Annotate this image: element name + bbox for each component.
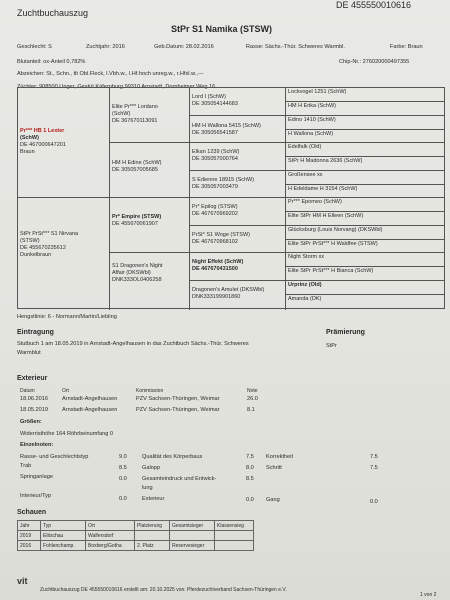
ancestor-cell: Edelfalk (Old) bbox=[286, 143, 444, 157]
table-row: 2016 Fohlenchamp. Boxberg/Gotha 2. Platz Reservesieger bbox=[18, 541, 254, 551]
ancestor-cell: HM H Erika (SchW) bbox=[286, 102, 444, 116]
score-label: lung bbox=[142, 485, 153, 491]
exam-note: 26.0 bbox=[247, 396, 258, 402]
score-label: Gesamteindruck und Entwick- bbox=[142, 476, 217, 482]
ancestor-cell: Glücksburg (Louis Norvang) (DKSWbl) bbox=[286, 226, 444, 240]
score-label: Schritt bbox=[266, 465, 282, 471]
great-grandparent-cell: S Edienne 18915 (SchW) DE 305057003479 bbox=[190, 171, 286, 198]
score-label: Galopp bbox=[142, 465, 161, 471]
score-label: Korrektheit bbox=[266, 454, 294, 460]
sizes: Widerristhöhe 164 Röhrbeinumfang 0 bbox=[20, 431, 113, 437]
chip-number: Chip-Nr.: 276020000497355 bbox=[339, 59, 410, 65]
table-header: Jahr bbox=[18, 521, 41, 531]
breeding-year: Zuchtjahr: 2016 bbox=[86, 44, 125, 50]
score-value: 0.0 bbox=[119, 496, 127, 502]
score-label: Qualität des Körperbaus bbox=[142, 454, 203, 460]
score-label: Trab bbox=[20, 463, 32, 469]
ancestor-cell: Elite StPr HM H Elleen (SchW) bbox=[286, 212, 444, 226]
ancestor-cell: H Edeldame H 3154 (SchW) bbox=[286, 185, 444, 198]
score-value: 8.0 bbox=[246, 465, 254, 471]
markings: Abzeichen: St., Schn., tlt Obl.Fleck, l.Vbh.w., l.Hf.hoch unreg.w., r.Hfsl.w.,--- bbox=[17, 71, 204, 77]
breed: Rasse: Sächs.-Thür. Schweres Warmbl. bbox=[246, 44, 345, 50]
doc-title: Zuchtbuchauszug bbox=[17, 8, 89, 18]
sex: Geschlecht: S bbox=[17, 44, 52, 50]
horse-name: StPr S1 Namika (STSW) bbox=[171, 24, 273, 34]
shows-title: Schauen bbox=[17, 509, 47, 516]
shows-table bbox=[17, 520, 254, 551]
grandparent-cell: S1 Dragonen's Night Affair (DKSWbl) DNK333OL0406258 bbox=[110, 253, 190, 310]
score-value: 7.5 bbox=[246, 454, 254, 460]
ancestor-cell: Lockvogel 1251 (SchW) bbox=[286, 88, 444, 102]
table-header: Ort bbox=[86, 521, 135, 531]
exam-commission: PZV Sachsen-Thüringen, Weimar bbox=[136, 407, 220, 413]
score-value: 8.5 bbox=[119, 465, 127, 471]
ancestor-cell: Elite StPr PrSt*** H Bianca (SchW) bbox=[286, 267, 444, 281]
great-grandparent-cell: Night Effekt (SchW) DE 467670431500 bbox=[190, 253, 286, 281]
score-value: 7.5 bbox=[370, 465, 378, 471]
award-value: StPr bbox=[326, 343, 337, 349]
pedigree-table bbox=[17, 87, 445, 309]
table-header-row bbox=[18, 521, 254, 531]
sire-cell: Pr*** HB 1 Lexter (SchW) DE 467000647201 Braun bbox=[18, 88, 110, 198]
registration-number: DE 455550010616 bbox=[336, 0, 412, 10]
ancestor-cell: Pr*** Epomeo (SchW) bbox=[286, 198, 444, 212]
grandparent-cell: Pr* Empire (STSW) DE 455670061907 bbox=[110, 198, 190, 253]
table-header: Typ bbox=[41, 521, 86, 531]
sizes-title: Größen: bbox=[20, 419, 42, 425]
exterior-title: Exterieur bbox=[17, 375, 48, 382]
ancestor-cell: H Wallona (SchW) bbox=[286, 130, 444, 143]
ancestor-cell: Urprinz (Old) bbox=[286, 281, 444, 295]
col-note: Note bbox=[247, 388, 258, 394]
table-header: Gesamtsieger bbox=[170, 521, 215, 531]
breeder: Züchter: 908500 Unger, Gestüt Käfernburg 99310 Arnstadt, Dornheimer Weg 16 bbox=[17, 84, 216, 90]
score-label: Exterieur bbox=[142, 496, 165, 502]
exam-date: 18.05.2019 bbox=[20, 407, 48, 413]
ancestor-cell: Edino 1410 (SchW) bbox=[286, 116, 444, 130]
entry-text: Stutbuch 1 am 18.05.2019 in Arnstadt-Angelhausen in das Zuchtbuch Sächs.-Thür. Schweres bbox=[17, 341, 249, 347]
col-date: Datum bbox=[20, 388, 35, 394]
grandparent-cell: HM H Edine (SchW) DE 305057005685 bbox=[110, 143, 190, 198]
score-value: 8.5 bbox=[246, 476, 254, 482]
exam-date: 18.06.2016 bbox=[20, 396, 48, 402]
ancestor-cell: Elite StPr PrSt*** H Waldfee (STSW) bbox=[286, 240, 444, 253]
ancestor-cell: Amanda (DK) bbox=[288, 296, 322, 302]
scores-title: Einzelnoten: bbox=[20, 442, 54, 448]
vit-logo: vit bbox=[17, 576, 28, 586]
score-label: Gang bbox=[266, 497, 280, 503]
great-grandparent-cell: Lord I (SchW) DE 305054144683 bbox=[190, 88, 286, 116]
great-grandparent-cell: Dragonen's Amulet (DKSWbl) DNK333199901860 bbox=[190, 281, 286, 310]
page-number: 1 von 2 bbox=[420, 592, 437, 598]
award-title: Prämierung bbox=[326, 329, 365, 336]
score-label: Rasse- und Geschlechtstyp bbox=[20, 454, 89, 460]
score-value: 0.0 bbox=[246, 497, 254, 503]
ancestor-cell: StPr H Madonna 2636 (SchW) bbox=[286, 157, 444, 171]
stallion-line: Hengstlinie: 6 - Normann/Martin/Liebling bbox=[17, 314, 117, 320]
table-header: Platzierung bbox=[135, 521, 170, 531]
table-row: 2019 Elitschau Walfersdorf bbox=[18, 531, 254, 541]
score-value: 0.0 bbox=[119, 476, 127, 482]
exam-note: 8.1 bbox=[247, 407, 255, 413]
great-grandparent-cell: PrSt* S1 Woge (STSW) DE 467670968102 bbox=[190, 226, 286, 253]
coat-color: Farbe: Braun bbox=[390, 44, 423, 50]
blood-share: Blutanteil: ox-Anteil 0,782% bbox=[17, 59, 86, 65]
exam-commission: PZV Sachsen-Thüringen, Weimar bbox=[136, 396, 220, 402]
score-value: 0.0 bbox=[370, 499, 378, 505]
score-label: Springanlage bbox=[20, 474, 53, 480]
grandparent-cell: Elite Pr*** Lordano (SchW) DE 367670113091 bbox=[110, 88, 190, 143]
entry-title: Eintragung bbox=[17, 329, 54, 336]
dam-cell: StPr PrSt*** S1 Nirvana (STSW) DE 455670235612 Dunkelbraun bbox=[18, 198, 110, 310]
exam-place: Arnstadt-Angelhausen bbox=[62, 396, 118, 402]
ancestor-cell: Großensee xx bbox=[286, 171, 444, 185]
col-place: Ort bbox=[62, 388, 69, 394]
great-grandparent-cell: HM H Wallona 5415 (SchW) DE 305056541587 bbox=[190, 116, 286, 143]
col-commission: Kommission bbox=[136, 388, 164, 394]
score-label: Interieur/Typ bbox=[20, 493, 52, 499]
ancestor-cell: Night Storm xx bbox=[286, 253, 444, 267]
score-value: 9.0 bbox=[119, 454, 127, 460]
entry-text-cont: Warmblut bbox=[17, 350, 41, 356]
great-grandparent-cell: Pr* Epilog (STSW) DE 467670969202 bbox=[190, 198, 286, 226]
table-header: Klassensieg bbox=[215, 521, 254, 531]
great-grandparent-cell: Elkan 1239 (SchW) DE 305057000764 bbox=[190, 143, 286, 171]
exam-place: Arnstadt-Angelhausen bbox=[62, 407, 118, 413]
birth-date: Geb.Datum: 28.02.2016 bbox=[154, 44, 214, 50]
footer-text: Zuchtbuchauszug DE 455550010616 erstellt am: 20.10.2025 von: Pferdezuchtverband Sachsen-Thüringen e.V. bbox=[40, 587, 287, 593]
score-value: 7.5 bbox=[370, 454, 378, 460]
